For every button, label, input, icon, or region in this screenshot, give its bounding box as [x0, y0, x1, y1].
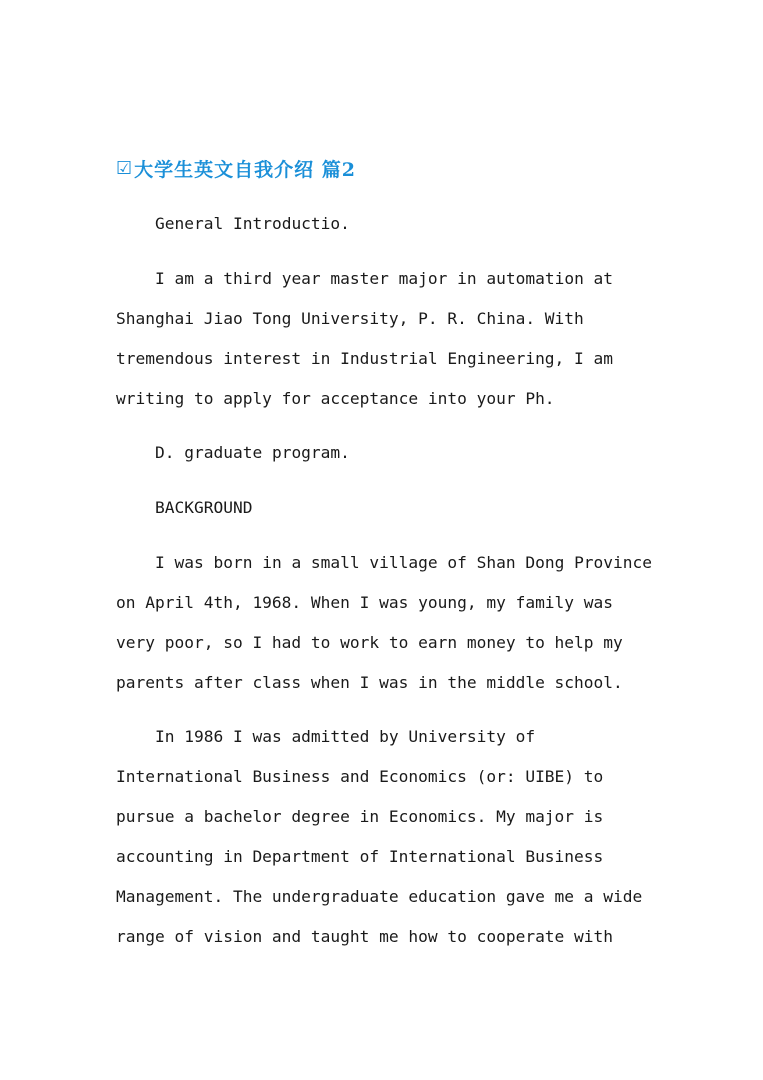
- checkbox-icon: ☑: [116, 157, 134, 179]
- section-heading: [116, 154, 356, 182]
- paragraph-line: writing to apply for acceptance into your Ph.: [116, 389, 555, 408]
- paragraph-line: BACKGROUND: [155, 498, 253, 517]
- paragraph-line: General Introductio.: [155, 214, 350, 233]
- paragraph-line: Shanghai Jiao Tong University, P. R. China. With: [116, 309, 584, 328]
- paragraph-line: Management. The undergraduate education gave me a wide: [116, 887, 643, 906]
- paragraph-line: range of vision and taught me how to cooperate with: [116, 927, 614, 946]
- paragraph-line: pursue a bachelor degree in Economics. My major is: [116, 807, 604, 826]
- paragraph-line: In 1986 I was admitted by University of: [155, 727, 536, 746]
- paragraph-line: very poor, so I had to work to earn money to help my: [116, 633, 623, 652]
- paragraph-line: International Business and Economics (or: UIBE) to: [116, 767, 604, 786]
- paragraph-line: on April 4th, 1968. When I was young, my family was: [116, 593, 614, 612]
- paragraph-line: I am a third year master major in automation at: [155, 269, 614, 288]
- paragraph-line: D. graduate program.: [155, 443, 350, 462]
- section-heading-text: 大学生英文自我介绍 篇2: [134, 158, 356, 181]
- paragraph-line: accounting in Department of International Business: [116, 847, 604, 866]
- paragraph-line: parents after class when I was in the middle school.: [116, 673, 623, 692]
- paragraph-line: tremendous interest in Industrial Engineering, I am: [116, 349, 614, 368]
- paragraph-line: I was born in a small village of Shan Dong Province: [155, 553, 653, 572]
